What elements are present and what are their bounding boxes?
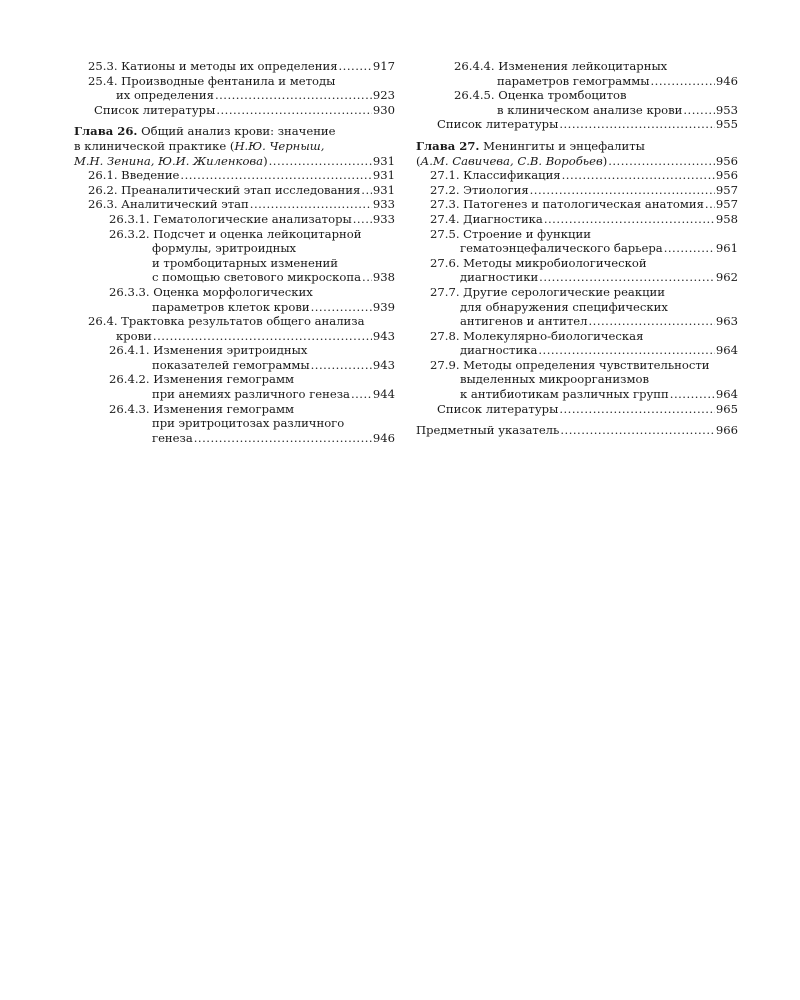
toc-entry-title: диагностика [460, 343, 538, 358]
toc-entry-title: параметров клеток крови [152, 299, 310, 314]
toc-entry-title: 27.5. Строение и функции [430, 226, 591, 241]
toc-entry-line [74, 402, 395, 417]
toc-entry-title: 25.3. Катионы и методы их определения [88, 59, 338, 73]
toc-entry-title: 27.3. Патогенез и патологическая анатомия [430, 197, 704, 212]
dot-leader [250, 197, 372, 212]
page-number: 957 [715, 182, 738, 197]
dot-leader [311, 300, 372, 315]
dot-leader [216, 103, 372, 118]
toc-entry-title: Список литературы [94, 102, 216, 117]
page-number: 943 [372, 357, 395, 372]
toc-entry-line [74, 227, 395, 242]
toc-entry-title: 27.8. Молекулярно-биологическая [430, 328, 644, 343]
toc-entry-title: при анемиях различного генеза [152, 387, 350, 402]
toc-entry-title: гематоэнцефалического барьера [460, 241, 663, 256]
toc-entry-title: 26.4.4. Изменения лейкоцитарных [454, 59, 668, 73]
toc-entry-line [74, 431, 395, 446]
toc-entry-title: 26.4. Трактовка результатов общего анализа [88, 314, 365, 329]
dot-leader [538, 343, 715, 358]
toc-entry-title: к антибиотикам различных групп [460, 387, 669, 402]
dot-leader [180, 168, 371, 183]
dot-leader [705, 197, 715, 212]
dot-leader [269, 154, 372, 169]
page-number: 956 [715, 168, 738, 183]
toc-entry-title: М.Н. Зенина, Ю.И. Жиленкова) [74, 153, 268, 168]
toc-entry[interactable] [416, 197, 738, 212]
toc-entry[interactable] [416, 88, 738, 117]
author-names: Н.Ю. Черныш, [234, 138, 325, 153]
toc-entry-line [416, 387, 738, 402]
toc-entry-line [416, 256, 738, 271]
toc-entry-title: 27.7. Другие серологические реакции [430, 284, 665, 299]
toc-entry[interactable] [416, 59, 738, 88]
page-number: 933 [372, 211, 395, 226]
dot-leader [362, 270, 372, 285]
author-names: М.Н. Зенина, Ю.И. Жиленкова [74, 153, 264, 168]
page-number: 931 [372, 182, 395, 197]
toc-entry-title: Список литературы [437, 401, 559, 416]
toc-entry[interactable] [74, 168, 395, 183]
toc-entry[interactable] [74, 372, 395, 401]
toc-entry-title: для обнаружения специфических [460, 299, 668, 314]
toc-entry-title: диагностики [460, 270, 539, 285]
toc-entry[interactable] [416, 358, 738, 402]
toc-entry-line [416, 343, 738, 358]
toc-entry-line [74, 387, 395, 402]
toc-entry-line [416, 168, 738, 183]
dot-leader [670, 387, 715, 402]
toc-chapter-entry[interactable] [416, 139, 738, 168]
dot-leader [651, 74, 715, 89]
toc-entry-line [74, 358, 395, 373]
toc-entry-title: 27.1. Классификация [430, 168, 561, 183]
toc-entry-title: 26.4.1. Изменения эритроидных [109, 343, 308, 358]
toc-entry[interactable] [74, 212, 395, 227]
dot-leader [683, 103, 714, 118]
toc-entry-title: при эритроцитозах различного [152, 416, 345, 431]
toc-entry-line [416, 74, 738, 89]
toc-entry-title: Глава 26. Общий анализ крови: значение [74, 124, 336, 139]
page-number: 944 [372, 387, 395, 402]
toc-entry[interactable] [416, 227, 738, 256]
page-number: 938 [372, 270, 395, 285]
toc-entry-line [416, 372, 738, 387]
toc-entry-line [74, 300, 395, 315]
page-number: 939 [372, 299, 395, 314]
dot-leader [562, 168, 715, 183]
toc-entry-line [74, 241, 395, 256]
toc-entry-line [416, 402, 738, 417]
toc-entry-line [416, 197, 738, 212]
toc-entry-line [416, 314, 738, 329]
toc-entry-title: 26.4.5. Оценка тромбоцитов [454, 88, 627, 103]
toc-entry-title: 26.3.3. Оценка морфологических [109, 284, 313, 299]
chapter-label: Глава 26. [74, 124, 138, 139]
toc-entry-title: Предметный указатель [416, 423, 560, 438]
toc-entry[interactable] [416, 285, 738, 329]
dot-leader [530, 183, 715, 198]
toc-entry-title: показателей гемограммы [152, 357, 310, 372]
toc-entry-line [416, 212, 738, 227]
toc-chapter-entry[interactable] [416, 423, 738, 438]
page-number: 955 [715, 117, 738, 132]
page-number: 966 [715, 423, 738, 438]
page-number: 953 [715, 102, 738, 117]
toc-entry-title: 26.4.3. Изменения гемограмм [109, 401, 294, 416]
toc-entry-line [74, 183, 395, 198]
page-number: 931 [372, 153, 395, 168]
page-number: 943 [372, 328, 395, 343]
toc-entry-line [74, 416, 395, 431]
toc-entry[interactable] [74, 227, 395, 285]
toc-entry-line [416, 117, 738, 132]
toc-entry-line [416, 300, 738, 315]
toc-entry-title: выделенных микроорганизмов [460, 372, 649, 387]
dot-leader [339, 59, 372, 74]
toc-entry-line [74, 372, 395, 387]
toc-entry[interactable] [74, 314, 395, 343]
dot-leader [153, 329, 372, 344]
dot-leader [194, 431, 372, 446]
page-number: 930 [372, 102, 395, 117]
dot-leader [361, 183, 372, 198]
toc-entry-line [74, 88, 395, 103]
toc-entry-line [416, 59, 738, 74]
toc-entry[interactable] [74, 103, 395, 118]
toc-entry[interactable] [74, 402, 395, 446]
toc-entry-line [74, 329, 395, 344]
toc-entry-title: 25.4. Производные фентанила и методы [88, 73, 336, 88]
author-names: А.М. Савичева, С.В. Воробьев [420, 153, 603, 168]
toc-entry-title: формулы, эритроидных [152, 241, 297, 256]
toc-entry-line [74, 139, 395, 154]
page-number: 931 [372, 168, 395, 183]
page-number: 961 [715, 241, 738, 256]
toc-entry-line [74, 285, 395, 300]
dot-leader [539, 270, 715, 285]
toc-entry-line [416, 270, 738, 285]
page-number: 917 [372, 59, 395, 73]
toc-entry-line [416, 329, 738, 344]
toc-entry[interactable] [416, 183, 738, 198]
dot-leader [608, 154, 715, 169]
dot-leader [588, 314, 714, 329]
toc-column-left [74, 59, 395, 445]
toc-entry[interactable] [74, 197, 395, 212]
toc-entry-line [416, 88, 738, 103]
toc-entry-line [416, 103, 738, 118]
toc-entry[interactable] [416, 329, 738, 358]
page-number: 964 [715, 387, 738, 402]
page-number: 946 [715, 73, 738, 88]
toc-entry-title: и тромбоцитарных изменений [152, 255, 339, 270]
dot-leader [560, 423, 714, 438]
toc-entry-title: Глава 27. Менингиты и энцефалиты [416, 138, 645, 153]
toc-entry[interactable] [416, 168, 738, 183]
page-number: 958 [715, 211, 738, 226]
toc-entry-line [74, 74, 395, 89]
toc-entry-title: в клинической практике (Н.Ю. Черныш, [74, 138, 325, 153]
toc-entry-line [74, 154, 395, 169]
page-number: 923 [372, 88, 395, 103]
toc-entry-title: (А.М. Савичева, С.В. Воробьев) [416, 153, 608, 168]
toc-entry-title: 27.9. Методы определения чувствительности [430, 357, 710, 372]
dot-leader [353, 212, 372, 227]
dot-leader [559, 117, 715, 132]
toc-entry[interactable] [416, 256, 738, 285]
toc-entry-title: 26.4.2. Изменения гемограмм [109, 372, 294, 387]
toc-entry-line [416, 154, 738, 169]
toc-entry[interactable] [74, 183, 395, 198]
toc-entry-title: генеза [152, 430, 193, 445]
page-number: 962 [715, 270, 738, 285]
toc-entry[interactable] [416, 402, 738, 417]
toc-entry[interactable] [416, 212, 738, 227]
toc-entry-title: 26.3.2. Подсчет и оценка лейкоцитарной [109, 226, 362, 241]
page-number: 956 [715, 153, 738, 168]
page-number: 963 [715, 314, 738, 329]
toc-entry-title: параметров гемограммы [497, 73, 650, 88]
toc-entry-line [416, 358, 738, 373]
toc-entry-title: Список литературы [437, 117, 559, 132]
toc-entry-line [74, 124, 395, 139]
toc-entry-title: антигенов и антител [460, 314, 588, 329]
dot-leader [351, 387, 372, 402]
toc-entry-line [74, 314, 395, 329]
toc-entry-line [74, 212, 395, 227]
toc-column-right [416, 59, 738, 438]
toc-entry-title: в клиническом анализе крови [497, 102, 683, 117]
dot-leader [559, 402, 715, 417]
toc-entry[interactable] [416, 117, 738, 132]
page-number: 965 [715, 401, 738, 416]
toc-entry-title: 27.4. Диагностика [430, 211, 543, 226]
toc-entry[interactable] [74, 343, 395, 372]
toc-entry-line [416, 139, 738, 154]
toc-entry-line [74, 256, 395, 271]
toc-entry-line [74, 59, 395, 74]
toc-entry[interactable] [74, 74, 395, 103]
toc-entry-title: 26.2. Преаналитический этап исследования [88, 182, 361, 197]
toc-entry-title: 27.2. Этиология [430, 182, 529, 197]
toc-entry-title: 27.6. Методы микробиологической [430, 255, 647, 270]
toc-entry-line [416, 285, 738, 300]
toc-entry-title: 26.3. Аналитический этап [88, 197, 249, 212]
dot-leader [311, 358, 372, 373]
dot-leader [664, 241, 715, 256]
toc-entry-line [416, 241, 738, 256]
toc-chapter-entry[interactable] [74, 124, 395, 168]
toc-entry-title: их определения [116, 88, 214, 103]
toc-entry-line [416, 227, 738, 242]
chapter-label: Глава 27. [416, 138, 480, 153]
page-number: 957 [715, 197, 738, 212]
toc-entry-title: 26.3.1. Гематологические анализаторы [109, 211, 352, 226]
toc-entry[interactable] [74, 59, 395, 74]
toc-entry-line [416, 183, 738, 198]
dot-leader [215, 88, 372, 103]
toc-entry-line [416, 423, 738, 438]
toc-entry[interactable] [74, 285, 395, 314]
toc-entry-line [74, 270, 395, 285]
page-number: 946 [372, 430, 395, 445]
toc-entry-title: с помощью светового микроскопа [152, 270, 362, 285]
page-number: 964 [715, 343, 738, 358]
dot-leader [544, 212, 715, 227]
toc-entry-title: 26.1. Введение [88, 168, 180, 183]
toc-entry-line [74, 197, 395, 212]
toc-entry-line [74, 103, 395, 118]
toc-entry-title: крови [116, 328, 152, 343]
page-number: 933 [372, 197, 395, 212]
toc-entry-line [74, 343, 395, 358]
toc-entry-line [74, 168, 395, 183]
